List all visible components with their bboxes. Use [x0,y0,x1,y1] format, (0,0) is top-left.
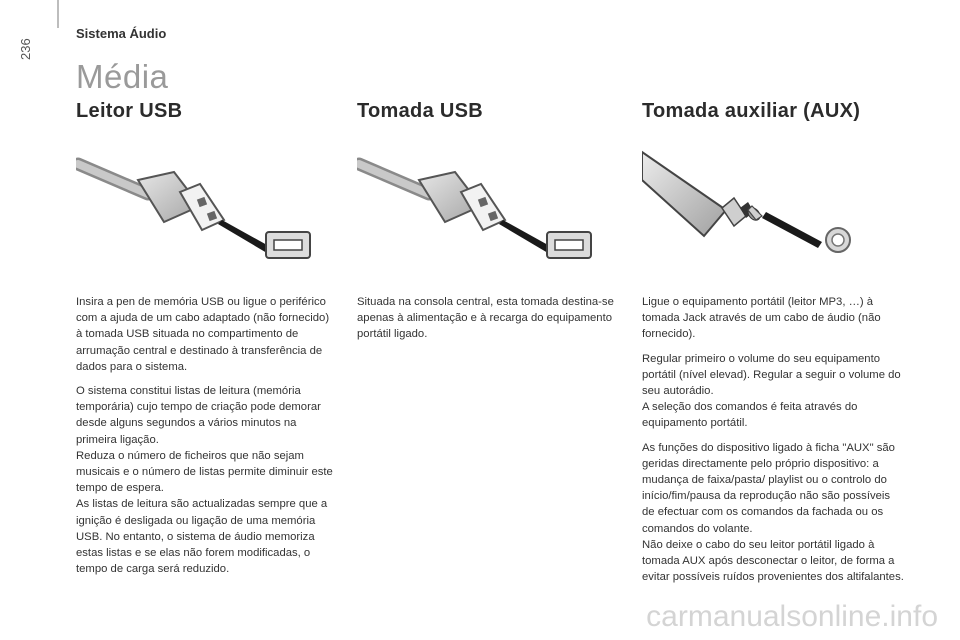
column-body-usb-player [76,294,338,577]
watermark: carmanualsonline.info [646,600,938,633]
section-title: Média [76,58,169,95]
paragraph: Situada na consola central, esta tomada destina-se apenas à alimentação e à recarga do equipamento portátil ligado. [357,296,614,341]
column-body-usb-socket [357,294,619,343]
column-title-aux-socket: Tomada auxiliar (AUX) [642,100,861,122]
page-header: Sistema Áudio [76,26,167,41]
paragraph: A seleção dos comandos é feita através do equipamento portátil. [642,401,858,430]
jack-plug-icon [642,136,904,266]
usb-socket-icon [357,136,619,266]
paragraph: Insira a pen de memória USB ou ligue o periférico com a ajuda de um cabo adaptado (não fornecido) à tomada USB situada no compartimento de arrumação central e destinado à transferência de dados para o sistema. [76,296,330,373]
paragraph: Ligue o equipamento portátil (leitor MP3, …) à tomada Jack através de um cabo de áudio (não fornecido). [642,296,881,341]
page-number: 236 [18,38,33,60]
paragraph: Regular primeiro o volume do seu equipamento portátil (nível elevad). Regular a seguir o volume do seu autorádio. [642,352,901,398]
paragraph: Reduza o número de ficheiros que não sejam musicais e o número de listas permite diminuir este tempo de espera. [76,449,333,495]
column-title-usb-socket: Tomada USB [357,100,483,122]
column-body-aux-socket [642,294,904,585]
column-usb-player [76,100,338,585]
column-aux-socket [642,100,904,593]
paragraph: O sistema constitui listas de leitura (memória temporária) cujo tempo de criação pode demorar desde alguns segundos a vários minutos na primeira ligação. [76,385,321,446]
column-usb-socket [357,100,619,351]
column-title-usb-player: Leitor USB [76,100,183,122]
paragraph: As funções do dispositivo ligado à ficha "AUX" são geridas directamente pelo próprio dispositivo: a mudança de faixa/pasta/ playlist ou o controlo do início/fim/pausa da reprodução não são possíveis de efectuar com os comandos da fachada ou os comandos do volante. [642,441,895,535]
paragraph: Não deixe o cabo do seu leitor portátil ligado à tomada AUX após desconectar o leitor, de forma a evitar possíveis ruídos provenientes dos altifalantes. [642,538,904,584]
margin-rule [57,0,59,28]
paragraph: As listas de leitura são actualizadas sempre que a ignição é desligada ou ligação de uma memória USB. No entanto, o sistema de áudio memoriza estas listas e se elas não forem modificadas, o tempo de carga será reduzido. [76,498,328,576]
usb-pen-icon [76,136,338,266]
